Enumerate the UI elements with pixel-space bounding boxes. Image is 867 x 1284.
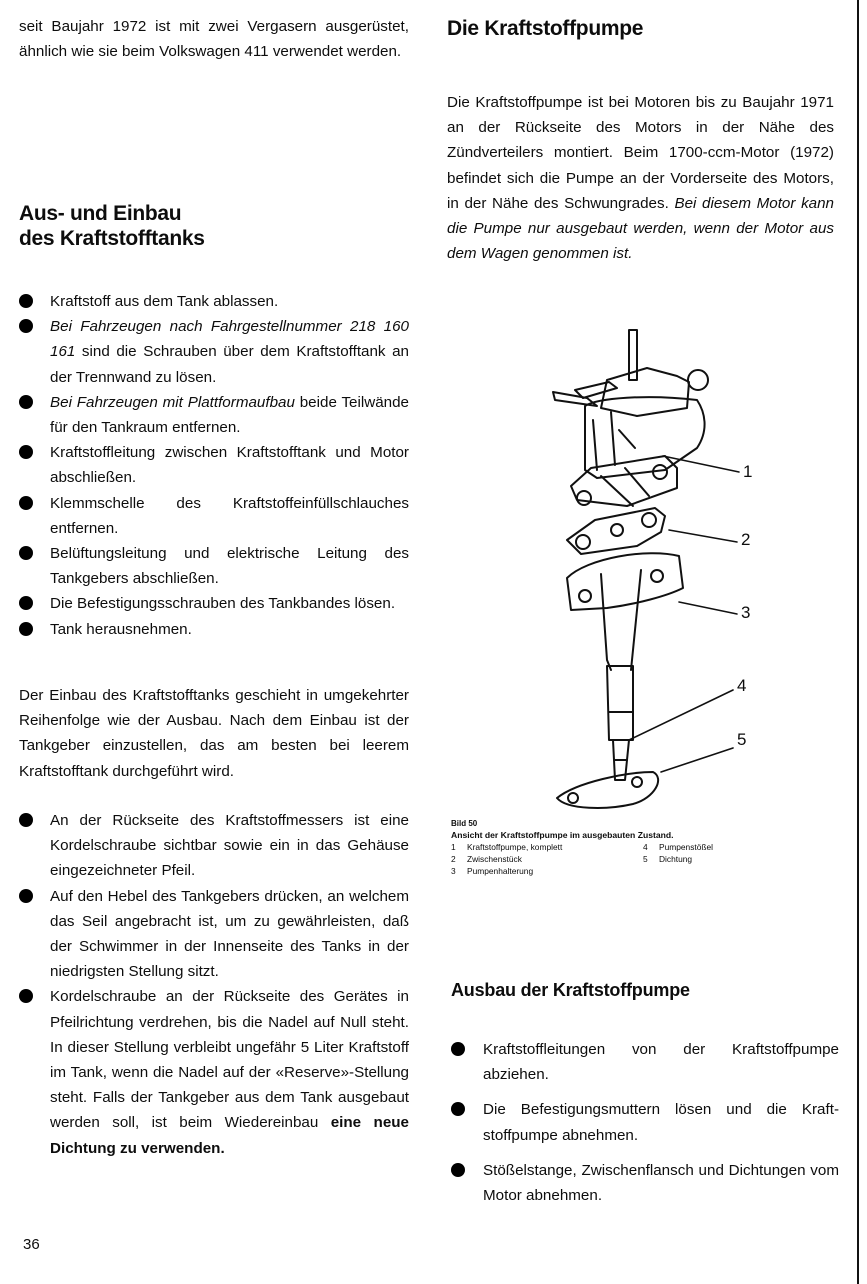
list-item <box>19 390 409 440</box>
legend-item <box>451 853 643 865</box>
list-item <box>19 808 409 884</box>
intro-paragraph: seit Baujahr 1972 ist mit zwei Vergasern ausgerüstet, ähnlich wie sie beim Volkswagen 411 verwendet werden. <box>19 18 409 61</box>
figure-label-1: 1 <box>743 462 753 481</box>
bullet-icon <box>19 596 33 610</box>
step-text: Kraftstoff aus dem Tank ablassen. <box>50 293 279 310</box>
bullet-icon <box>19 445 33 459</box>
tank-gauge-adjustment-steps <box>19 808 409 1161</box>
subsection-heading-pump-removal: Ausbau der Kraftstoffpumpe <box>451 980 690 1000</box>
step-text: Tank herausnehmen. <box>50 620 192 638</box>
figure-label-5: 5 <box>737 730 747 749</box>
pump-removal-steps <box>451 1037 839 1208</box>
legend-text: Kraftstoffpumpe, komplett <box>467 842 563 852</box>
legend-item <box>643 853 713 865</box>
step-text: Die Befestigungsschrauben des Tankbandes lösen. <box>50 595 396 613</box>
pump-paragraph <box>447 90 834 266</box>
fuel-pump-figure <box>537 320 857 810</box>
bullet-icon <box>19 496 33 510</box>
bullet-icon <box>19 813 33 827</box>
figure-label-4: 4 <box>737 676 747 695</box>
list-item <box>451 1097 839 1147</box>
bullet-icon <box>451 1163 465 1177</box>
legend-number: 3 <box>451 866 456 876</box>
legend-number: 5 <box>643 854 648 864</box>
step-text: Kraftstoffleitungen von der Kraftstoffpumpe abziehen. <box>483 1041 839 1084</box>
figure-label-3: 3 <box>741 603 751 622</box>
bullet-icon <box>451 1042 465 1056</box>
step-text-italic: Bei Fahrzeugen nach Fahrgestellnummer 218 160 161 <box>50 318 409 361</box>
bullet-icon <box>19 319 33 333</box>
legend-number: 1 <box>451 842 456 852</box>
fuel-pump-part <box>553 330 708 506</box>
list-item <box>451 1037 839 1087</box>
list-item <box>19 314 409 390</box>
intermediate-piece-part <box>567 508 665 554</box>
step-text: Die Befestigungsmuttern lösen und die Kraftstoffpumpe abnehmen. <box>483 1101 839 1144</box>
tank-removal-steps <box>19 289 409 642</box>
legend-number: 4 <box>643 842 648 852</box>
step-text: Auf den Hebel des Tankgebers drücken, an welchem das Seil angebracht ist, um zu gewährleisten, daß der Schwimmer in der Innenseite des Tanks in der niedrigsten Stellung sitzt. <box>50 887 409 981</box>
legend-item <box>643 841 713 853</box>
step-text: sind die Schrauben über dem Kraftstofftank an der Trennwand zu lösen. <box>50 343 409 386</box>
bullet-icon <box>19 546 33 560</box>
figure-legend <box>451 841 771 877</box>
list-item <box>19 591 409 616</box>
figure-title: Ansicht der Kraftstoffpumpe im ausgebauten Zustand. <box>451 830 674 840</box>
list-item <box>19 289 409 314</box>
legend-item <box>451 865 643 877</box>
list-item <box>19 440 409 490</box>
bullet-icon <box>19 889 33 903</box>
legend-number: 2 <box>451 854 456 864</box>
step-text: Klemmschelle des Kraftstoffeinfüllschlauches entfernen. <box>50 494 409 537</box>
legend-text: Zwischenstück <box>467 854 522 864</box>
fuel-pump-drawing <box>537 320 857 810</box>
page-edge-line <box>857 0 859 1284</box>
legend-text: Dichtung <box>659 854 693 864</box>
list-item <box>19 984 409 1160</box>
legend-text: Pumpenhalterung <box>467 866 534 876</box>
figure-number: Bild 50 <box>451 819 478 828</box>
bullet-icon <box>19 622 33 636</box>
list-item <box>19 541 409 591</box>
figure-legend-column <box>643 841 713 877</box>
figure-label-2: 2 <box>741 530 751 549</box>
step-text: beide Teilwände für den Tankraum entfernen. <box>50 393 409 437</box>
section-heading-tank <box>19 201 205 251</box>
list-item <box>19 617 409 642</box>
step-text-italic: Bei Fahrzeugen mit Plattformaufbau <box>50 393 295 411</box>
bullet-icon <box>19 294 33 308</box>
list-item <box>19 884 409 985</box>
pump-paragraph-text: Die Kraftstoffpumpe ist bei Motoren bis zu Baujahr 1971 an der Rückseite des Motors in der Nähe des Zündverteilers montiert. Beim 1700-ccm-Motor (1972) befindet sich die Pumpe an der Vorderseite des Motors, in der Nähe des Schwungrades. <box>447 94 834 212</box>
installation-paragraph: Der Einbau des Kraftstofftanks geschieht in umgekehrter Reihenfolge wie der Ausbau. Nach dem Einbau ist der Tankgeber einzustellen, das am besten bei leerem Kraftstofftank durchgeführt wird. <box>19 687 409 780</box>
section-heading-pump: Die Kraftstoffpumpe <box>447 17 644 40</box>
pushrod-part <box>607 666 633 780</box>
pump-holder-part <box>567 553 683 670</box>
bullet-icon <box>19 989 33 1003</box>
legend-item <box>451 841 643 853</box>
legend-text: Pumpenstößel <box>659 842 713 852</box>
page-number: 36 <box>23 1236 40 1253</box>
section-heading-line: Aus- und Einbau <box>19 202 182 225</box>
leader-lines <box>629 456 739 772</box>
seal-part <box>557 772 658 808</box>
step-text: Kraftstoffleitung zwischen Kraftstofftank und Motor abschließen. <box>50 444 409 487</box>
figure-caption <box>451 818 771 877</box>
step-text: Kordelschraube an der Rückseite des Gerätes in Pfeilrichtung verdrehen, bis die Nadel auf Null steht. In dieser Stellung verbleibt ungefähr 5 Liter Kraftstoff im Tank, wenn die Nadel auf der «Reserve»-Stellung steht. Falls der Tankgeber aus dem Tank ausgebaut werden soll, ist beim Wiedereinbau <box>50 988 409 1132</box>
step-text-bold: eine neue Dichtung zu verwenden. <box>50 1114 409 1157</box>
list-item <box>19 491 409 541</box>
section-heading-line: des Kraftstofftanks <box>19 227 205 250</box>
bullet-icon <box>19 395 33 409</box>
list-item <box>451 1158 839 1208</box>
step-text: Belüftungsleitung und elektrische Leitung des Tankgebers abschließen. <box>50 545 409 588</box>
pump-paragraph-italic: Bei diesem Motor kann die Pumpe nur ausgebaut werden, wenn der Motor aus dem Wagen genommen ist. <box>447 194 835 263</box>
step-text: An der Rückseite des Kraftstoffmessers ist eine Kordelschraube sichtbar sowie ein in das Gehäuse eingezeichneter Pfeil. <box>50 812 409 880</box>
bullet-icon <box>451 1102 465 1116</box>
figure-legend-column <box>451 841 643 877</box>
step-text: Stößelstange, Zwischenflansch und Dichtungen vom Motor abnehmen. <box>483 1161 839 1205</box>
